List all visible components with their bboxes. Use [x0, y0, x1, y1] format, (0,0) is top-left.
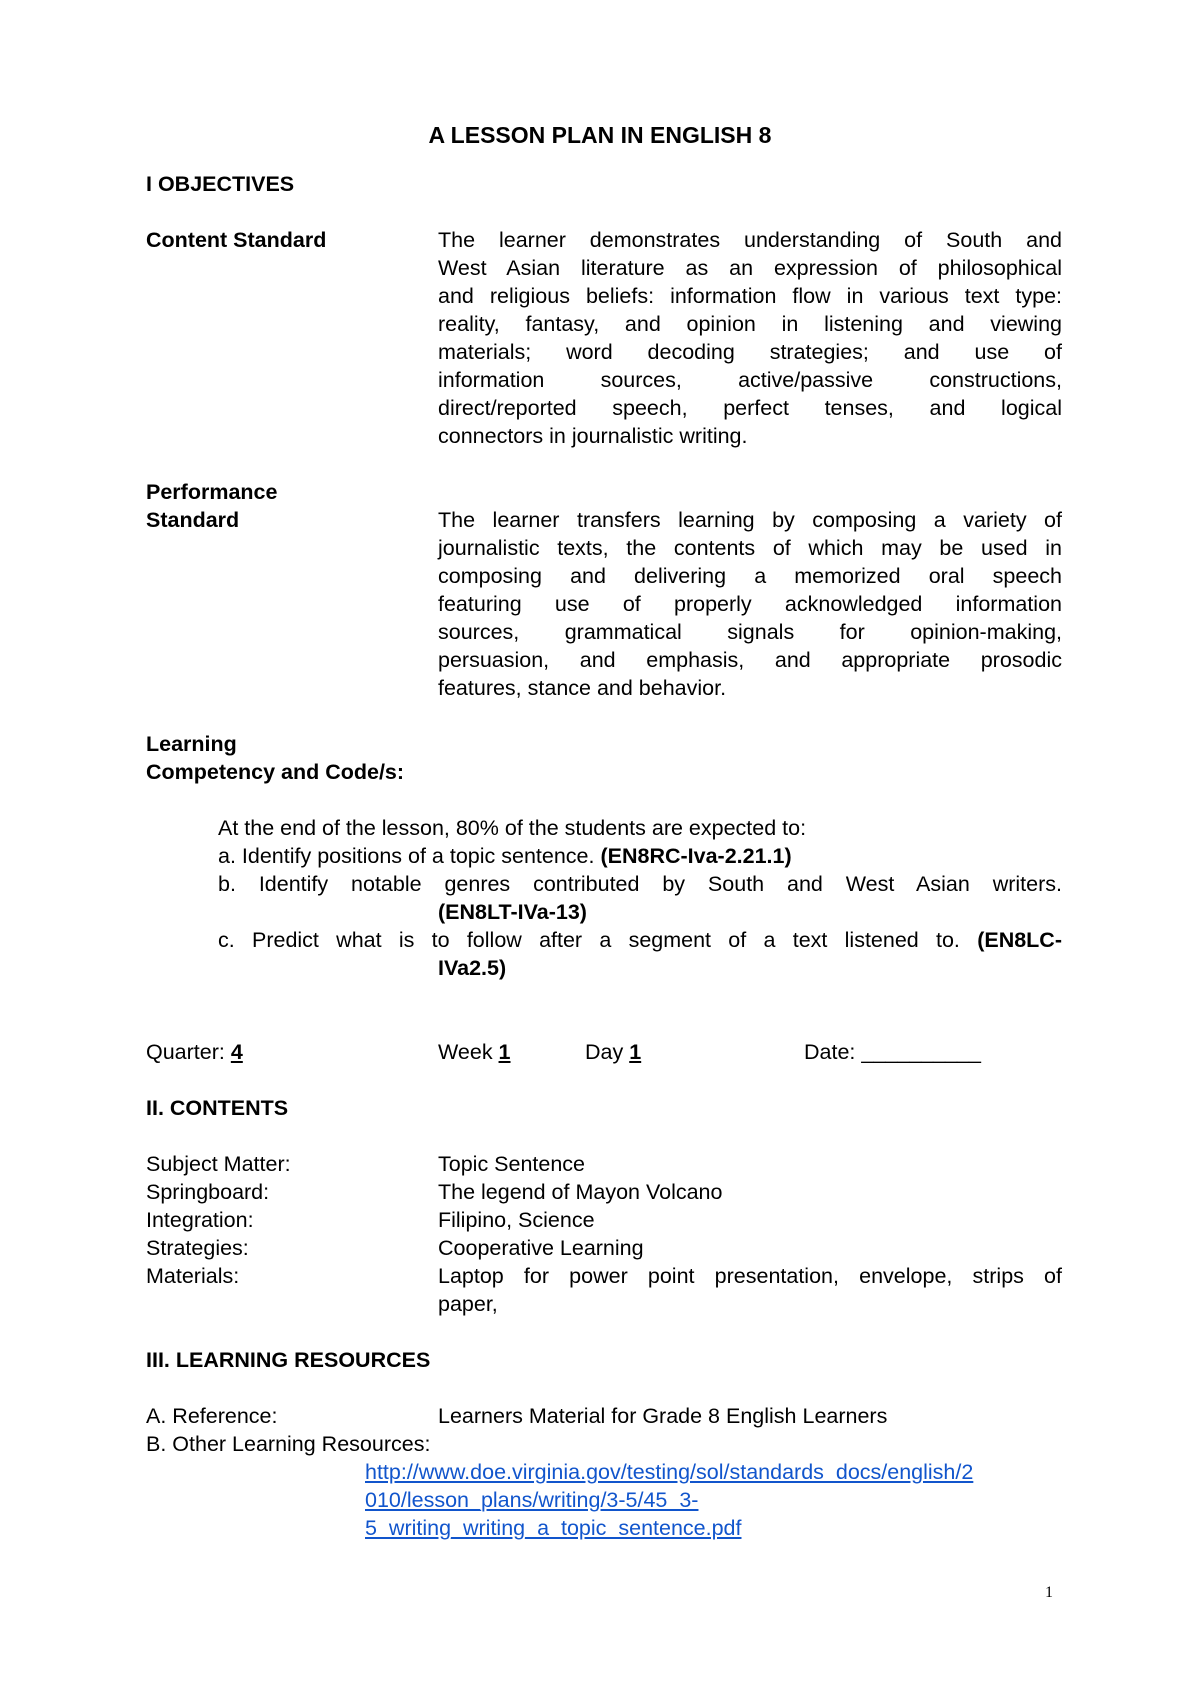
competency-intro: At the end of the lesson, 80% of the students are expected to: — [218, 816, 807, 840]
materials-value-line1: Laptop for power point presentation, envelope, strips of — [438, 1264, 1062, 1288]
week-value: 1 — [498, 1040, 511, 1064]
subject-matter-value: Topic Sentence — [438, 1152, 586, 1176]
springboard-label: Springboard: — [146, 1180, 270, 1204]
subject-matter-label: Subject Matter: — [146, 1152, 291, 1176]
other-resources-label: B. Other Learning Resources: — [146, 1432, 431, 1456]
strategies-label: Strategies: — [146, 1236, 249, 1260]
competency-code-c: (EN8LC- — [977, 928, 1062, 952]
reference-label: A. Reference: — [146, 1404, 278, 1428]
learning-competency-label-line2: Competency and Code/s: — [146, 760, 405, 784]
resource-link-line1[interactable]: http://www.doe.virginia.gov/testing/sol/standards_docs/english/2 — [365, 1460, 974, 1484]
page-title: A LESSON PLAN IN ENGLISH 8 — [428, 122, 772, 148]
springboard-value: The legend of Mayon Volcano — [438, 1180, 723, 1204]
competency-code-c-cont: IVa2.5) — [438, 956, 507, 980]
strategies-value: Cooperative Learning — [438, 1236, 644, 1260]
competency-code-b: (EN8LT-IVa-13) — [438, 900, 587, 924]
competency-code-a: (EN8RC-Iva-2.21.1) — [600, 844, 792, 868]
learning-competency-label-line1: Learning — [146, 732, 237, 756]
section-objectives-heading: I OBJECTIVES — [146, 172, 295, 196]
date-blank: __________ — [861, 1040, 981, 1064]
resource-link-line3[interactable]: 5_writing_writing_a_topic_sentence.pdf — [365, 1516, 742, 1540]
materials-value-line2: paper, — [438, 1292, 498, 1316]
reference-value: Learners Material for Grade 8 English Learners — [438, 1404, 888, 1428]
section-contents-heading: II. CONTENTS — [146, 1096, 289, 1120]
day-value: 1 — [629, 1040, 642, 1064]
day-field: Day 1 — [585, 1040, 642, 1064]
page-number: 1 — [1045, 1584, 1053, 1601]
document-page: A LESSON PLAN IN ENGLISH 8 I OBJECTIVES Content Standard The learner demonstrates understanding of South and West Asian literature as an expression of philosophical and religious beliefs: information flow in various text type: reality, fantasy, and opinion in listening and viewing materials; word decoding strategies; and use of information sources, active/passive constructions, direct/reported speech, perfect tenses, and logical connectors in journalistic writing. Performance Standard The learner transfers learning by composing a variety of journalistic texts, the contents of which may be used in composing and delivering a memorized oral speech featuring use of properly acknowledged information sources, grammatical signals for opinion-making, persuasion, and emphasis, and appropriate prosodic features, stance and behavior. Learning Competency and Code/s: At the end of the lesson, 80% of the students are expected to: a. Identify positions of a topic sentence. (EN8RC-Iva-2.21.1) b. Identify notable genres contributed by South and West Asian writers. (EN8LT-IVa-13) c. Predict what is to follow after a segment of a text listened to. (EN8LC- IVa2.5) Quarter: 4 Week 1 Day 1 Date: __________ II. CONTENTS Subject Matter: Topic Sentence Springboard: The legend of Mayon Volcano Integration: Filipino, Science Strategies: Cooperative Learning Materials: Laptop for power point presentation, envelope, strips of paper, III. LEARNING RESOURCES A. Reference: Learners Material for Grade 8 English Learners B. Other Learning Resources: http://www.doe.virginia.gov/testing/sol/standards_docs/english/2 010/lesson_plans/writing/3-5/45_3- 5_writing_writing_a_topic_sentence.pdf 1 — [0, 0, 1200, 1698]
competency-item-c: c. Predict what is to follow after a segment of a text listened to. (EN8LC- — [218, 928, 1062, 952]
materials-label: Materials: — [146, 1264, 240, 1288]
performance-standard-label-line1: Performance — [146, 480, 278, 504]
integration-label: Integration: — [146, 1208, 254, 1232]
date-field: Date: __________ — [804, 1040, 981, 1064]
performance-standard-label-line2: Standard — [146, 508, 240, 532]
content-standard-label: Content Standard — [146, 228, 327, 252]
resource-link-line2[interactable]: 010/lesson_plans/writing/3-5/45_3- — [365, 1488, 699, 1512]
week-field: Week 1 — [438, 1040, 511, 1064]
competency-item-b: b. Identify notable genres contributed by South and West Asian writers. — [218, 872, 1062, 896]
integration-value: Filipino, Science — [438, 1208, 595, 1232]
quarter-value: 4 — [230, 1040, 243, 1064]
section-resources-heading: III. LEARNING RESOURCES — [146, 1348, 431, 1372]
competency-item-a: a. Identify positions of a topic sentence. (EN8RC-Iva-2.21.1) — [218, 844, 792, 868]
quarter-field: Quarter: 4 — [146, 1040, 243, 1064]
